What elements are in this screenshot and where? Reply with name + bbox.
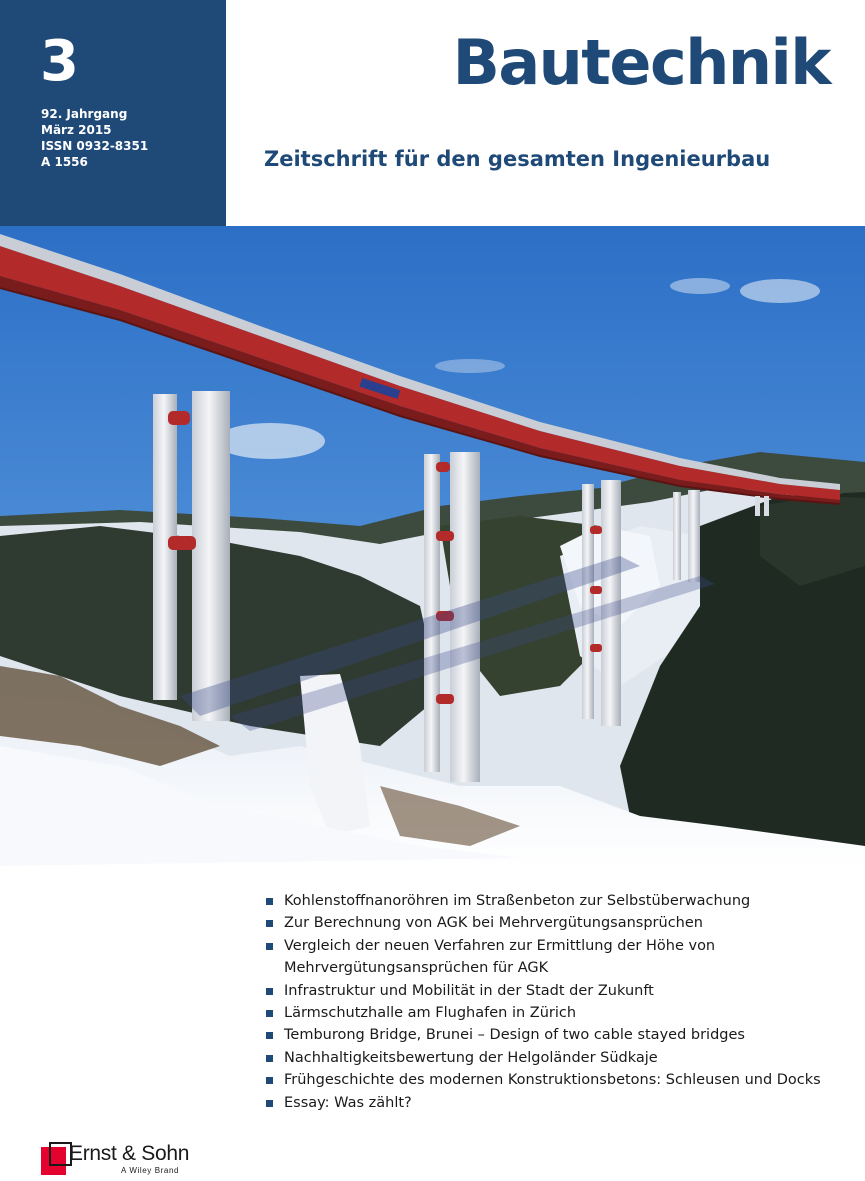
bullet-icon bbox=[266, 1055, 273, 1062]
contents-item: Essay: Was zählt? bbox=[264, 1092, 844, 1114]
bullet-icon bbox=[266, 898, 273, 905]
issue-meta bbox=[41, 106, 148, 170]
issue-date: März 2015 bbox=[41, 123, 112, 137]
volume-label: 92. Jahrgang bbox=[41, 107, 128, 121]
bullet-icon bbox=[266, 920, 273, 927]
contents-item: Temburong Bridge, Brunei – Design of two cable stayed bridges bbox=[264, 1024, 844, 1046]
contents-item: Nachhaltigkeitsbewertung der Helgoländer Südkaje bbox=[264, 1047, 844, 1069]
issue-number: 3 bbox=[40, 29, 78, 94]
issue-info-box bbox=[0, 0, 226, 226]
bullet-icon bbox=[266, 1010, 273, 1017]
contents-item: Lärmschutzhalle am Flughafen in Zürich bbox=[264, 1002, 844, 1024]
contents-list bbox=[264, 890, 844, 1114]
bullet-icon bbox=[266, 1032, 273, 1039]
contents-item: Frühgeschichte des modernen Konstruktionsbetons: Schleusen und Docks bbox=[264, 1069, 844, 1091]
contents-item: Zur Berechnung von AGK bei Mehrvergütungsansprüchen bbox=[264, 912, 844, 934]
bullet-icon bbox=[266, 1077, 273, 1084]
viaduct-photo bbox=[0, 226, 865, 866]
postal-code: A 1556 bbox=[41, 155, 88, 169]
journal-title: Bautechnik bbox=[452, 26, 830, 99]
publisher-mark-icon bbox=[41, 1142, 71, 1175]
contents-item: Vergleich der neuen Verfahren zur Ermittlung der Höhe von Mehrvergütungsansprüchen für AGK bbox=[264, 935, 844, 980]
contents-item: Infrastruktur und Mobilität in der Stadt der Zukunft bbox=[264, 980, 844, 1002]
publisher-name: Ernst & Sohn bbox=[69, 1142, 190, 1165]
cover-photo bbox=[0, 226, 865, 866]
publisher-logo bbox=[41, 1140, 201, 1176]
journal-subtitle: Zeitschrift für den gesamten Ingenieurbau bbox=[264, 147, 771, 171]
publisher-tagline: A Wiley Brand bbox=[121, 1166, 180, 1175]
bullet-icon bbox=[266, 1100, 273, 1107]
contents-item: Kohlenstoffnanoröhren im Straßenbeton zur Selbstüberwachung bbox=[264, 890, 844, 912]
bullet-icon bbox=[266, 943, 273, 950]
issn-label: ISSN 0932-8351 bbox=[41, 139, 149, 153]
bullet-icon bbox=[266, 988, 273, 995]
